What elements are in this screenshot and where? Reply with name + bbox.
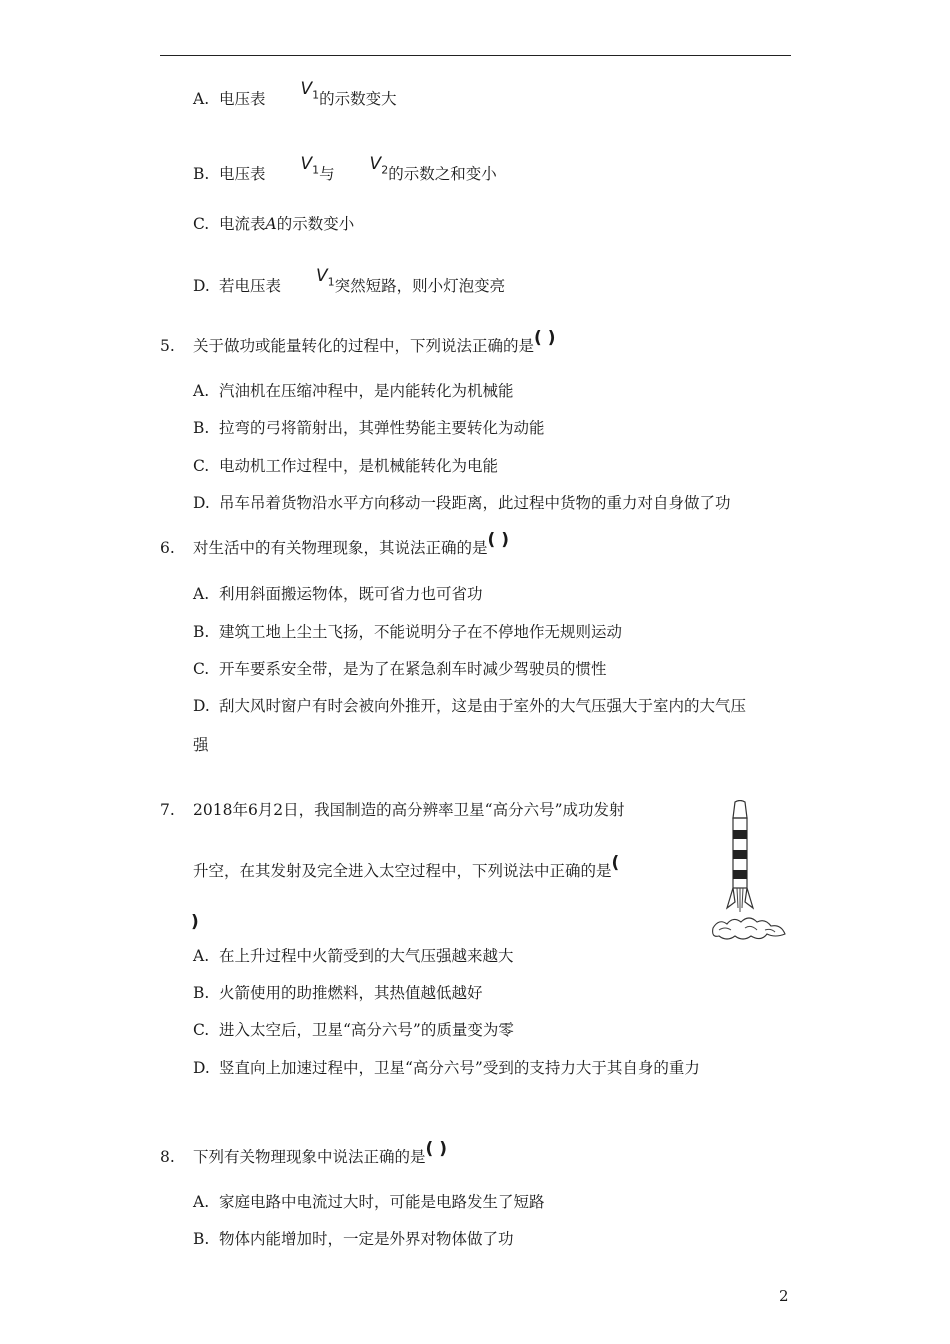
q7-stem-line1: 7. 2018年6月2日，我国制造的高分辨率卫星“高分六号”成功发射 [160,801,625,819]
q5-stem: 5. 关于做功或能量转化的过程中，下列说法正确的是( ) [160,328,556,355]
q6-option-b: B. 建筑工地上尘土飞扬，不能说明分子在不停地作无规则运动 [193,623,623,641]
q6-stem: 6. 对生活中的有关物理现象，其说法正确的是( ) [160,530,509,557]
q5-option-b: B. 拉弯的弓将箭射出，其弹性势能主要转化为动能 [193,419,545,437]
q7-option-b: B. 火箭使用的助推燃料，其热值越低越好 [193,984,483,1002]
q7-option-a: A. 在上升过程中火箭受到的大气压强越来越大 [193,947,514,965]
q7-option-d: D. 竖直向上加速过程中，卫星“高分六号”受到的支持力大于其自身的重力 [193,1059,700,1077]
q5-option-a: A. 汽油机在压缩冲程中，是内能转化为机械能 [193,382,514,400]
q6-option-d: D. 刮大风时窗户有时会被向外推开，这是由于室外的大气压强大于室内的大气压 [193,697,747,715]
rocket-launch-image [705,800,795,950]
v1-symbol: $V_1$ [315,266,335,289]
header-rule [160,55,791,56]
q8-stem: 8. 下列有关物理现象中说法正确的是( ) [160,1139,447,1166]
page-number: 2 [779,1287,789,1305]
q7-stem-line2: 升空，在其发射及完全进入太空过程中，下列说法中正确的是( [193,853,620,880]
v1-symbol: $V_1$ [300,79,320,102]
q4-option-c: C. 电流表A的示数变小 [193,215,355,233]
q6-option-a: A. 利用斜面搬运物体，既可省力也可省功 [193,585,483,603]
q4-option-d: D. 若电压表 $V_1$突然短路，则小灯泡变亮 [193,266,506,295]
q4-option-a: A. 电压表 $V_1$的示数变大 [193,79,397,108]
q8-option-a: A. 家庭电路中电流过大时，可能是电路发生了短路 [193,1193,545,1211]
q5-option-d: D. 吊车吊着货物沿水平方向移动一段距离，此过程中货物的重力对自身做了功 [193,494,731,512]
v1-symbol: $V_1$ [300,154,320,177]
q6-option-c: C. 开车要系安全带，是为了在紧急刹车时减少驾驶员的惯性 [193,660,607,678]
q6-option-d-continuation: 强 [193,736,209,754]
q5-option-c: C. 电动机工作过程中，是机械能转化为电能 [193,457,499,475]
q8-option-b: B. 物体内能增加时，一定是外界对物体做了功 [193,1230,514,1248]
q7-paren-close: ) [191,912,199,932]
q4-option-b: B. 电压表 $V_1$与 $V_2$的示数之和变小 [193,154,497,183]
v2-symbol: $V_2$ [369,154,389,177]
q7-option-c: C. 进入太空后，卫星“高分六号”的质量变为零 [193,1021,514,1039]
